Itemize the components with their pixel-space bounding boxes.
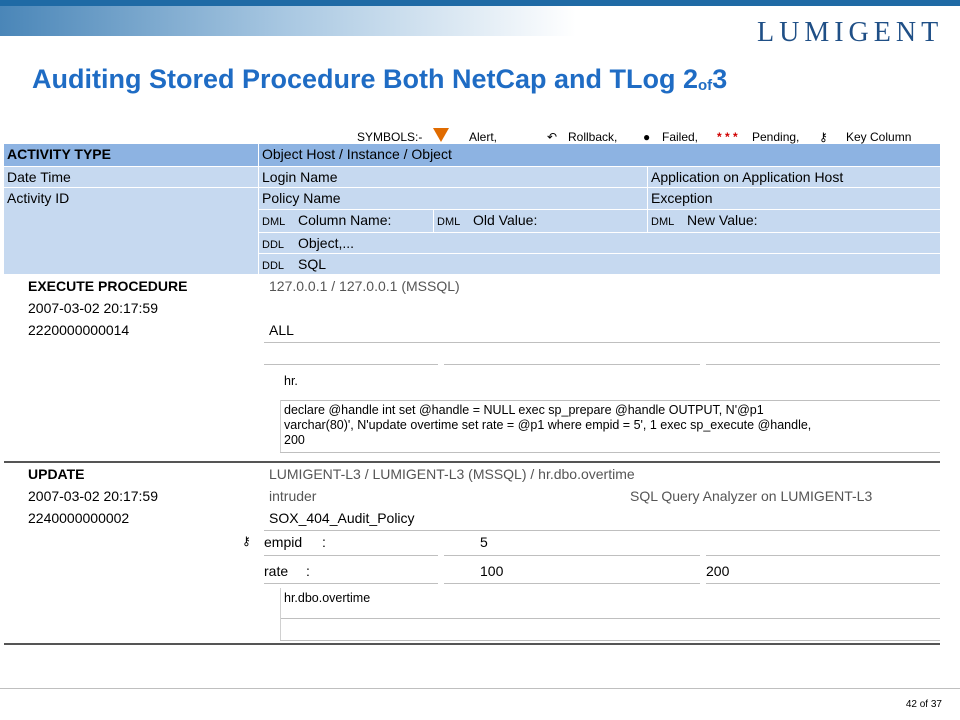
legend-date-time: Date Time — [4, 167, 258, 187]
row-divider — [444, 555, 700, 556]
record-object-host: LUMIGENT-L3 / LUMIGENT-L3 (MSSQL) / hr.dbo.overtime — [269, 466, 635, 482]
rollback-label: Rollback, — [568, 130, 618, 144]
row-divider — [264, 583, 438, 584]
legend-dml-old — [434, 210, 647, 232]
record-object: hr.dbo.overtime — [284, 591, 371, 605]
record-policy: ALL — [269, 322, 294, 338]
legend-ddl-sql — [259, 254, 940, 274]
key-column-label: Key Column — [846, 130, 912, 144]
legend-application: Application on Application Host — [648, 167, 940, 187]
key-column-icon: ⚷ — [242, 534, 251, 548]
dml-column-sep: : — [322, 534, 326, 550]
row-divider — [706, 555, 940, 556]
pending-label: Pending, — [752, 130, 800, 144]
alert-label: Alert, — [469, 130, 498, 144]
row-divider — [264, 555, 438, 556]
row-divider — [280, 618, 940, 619]
footer-divider — [0, 688, 960, 689]
row-divider — [444, 364, 700, 365]
legend-ddl-tag: DDL — [262, 260, 285, 272]
page-number: 42 of 37 — [905, 699, 942, 710]
record-activity-id: 2240000000002 — [28, 510, 130, 526]
record-sql-line: 200 — [284, 433, 305, 447]
legend-policy-name: Policy Name — [259, 188, 647, 209]
row-divider — [280, 452, 940, 453]
record-date-time: 2007-03-02 20:17:59 — [28, 488, 158, 504]
failed-label: Failed, — [662, 130, 699, 144]
legend-dml-tag: DML — [262, 216, 286, 228]
row-divider — [264, 342, 940, 343]
legend-dml-new — [648, 210, 940, 232]
dml-column-name: rate — [264, 563, 289, 579]
row-divider — [280, 400, 940, 401]
legend-column-name: Column Name: — [298, 212, 392, 228]
legend-ddl-object — [259, 233, 940, 253]
row-divider — [264, 364, 438, 365]
dml-new-value: 200 — [706, 563, 730, 579]
failed-icon: ● — [643, 130, 651, 144]
legend-old-value: Old Value: — [473, 212, 538, 228]
legend-object-host: Object Host / Instance / Object — [259, 144, 940, 166]
record-separator — [4, 461, 940, 463]
record-activity-type: UPDATE — [28, 466, 85, 482]
lumigent-logo: LUMIGENT — [757, 17, 944, 48]
symbols-label: SYMBOLS:- — [357, 130, 423, 144]
legend-login-name: Login Name — [259, 167, 647, 187]
pending-icon: * * * — [717, 130, 738, 144]
dml-old-value: 5 — [480, 534, 488, 550]
record-date-time: 2007-03-02 20:17:59 — [28, 300, 158, 316]
slide-title-sub: of — [698, 77, 713, 94]
record-object: hr. — [284, 374, 298, 388]
dml-old-value: 100 — [480, 563, 504, 579]
slide-title — [32, 64, 727, 95]
record-policy: SOX_404_Audit_Policy — [269, 510, 415, 526]
record-object-host: 127.0.0.1 / 127.0.0.1 (MSSQL) — [269, 278, 460, 294]
legend-activity-type: ACTIVITY TYPE — [4, 144, 258, 166]
record-sql-line: varchar(80)', N'update overtime set rate = @p1 where empid = 5', 1 exec sp_execute @handle, — [284, 418, 812, 432]
slide-title-main: Auditing Stored Procedure Both NetCap and TLog 2 — [32, 64, 699, 94]
legend-new-value: New Value: — [687, 212, 758, 228]
key-icon: ⚷ — [819, 130, 828, 144]
sql-box-left — [280, 400, 281, 452]
legend-object: Object,... — [298, 235, 355, 251]
rollback-icon: ↶ — [547, 130, 558, 144]
record-application: SQL Query Analyzer on LUMIGENT-L3 — [630, 488, 873, 504]
legend-ddl-tag: DDL — [262, 239, 285, 251]
row-divider — [280, 640, 940, 641]
row-divider — [706, 583, 940, 584]
row-divider — [444, 583, 700, 584]
legend-dml-tag: DML — [651, 216, 675, 228]
dml-column-name: empid — [264, 534, 303, 550]
record-login: intruder — [269, 488, 317, 504]
slide-title-end: 3 — [712, 64, 728, 94]
sql-box-left — [280, 588, 281, 640]
dml-column-sep: : — [306, 563, 310, 579]
legend-activity-id: Activity ID — [4, 188, 258, 274]
record-activity-type: EXECUTE PROCEDURE — [28, 278, 188, 294]
row-divider — [706, 364, 940, 365]
legend-dml-column — [259, 210, 433, 232]
legend-exception: Exception — [648, 188, 940, 209]
record-separator — [4, 643, 940, 645]
row-divider — [264, 530, 940, 531]
record-activity-id: 2220000000014 — [28, 322, 130, 338]
alert-icon — [433, 128, 449, 145]
legend-sql: SQL — [298, 256, 327, 272]
record-sql-line: declare @handle int set @handle = NULL exec sp_prepare @handle OUTPUT, N'@p1 — [284, 403, 764, 417]
legend-dml-tag: DML — [437, 216, 461, 228]
